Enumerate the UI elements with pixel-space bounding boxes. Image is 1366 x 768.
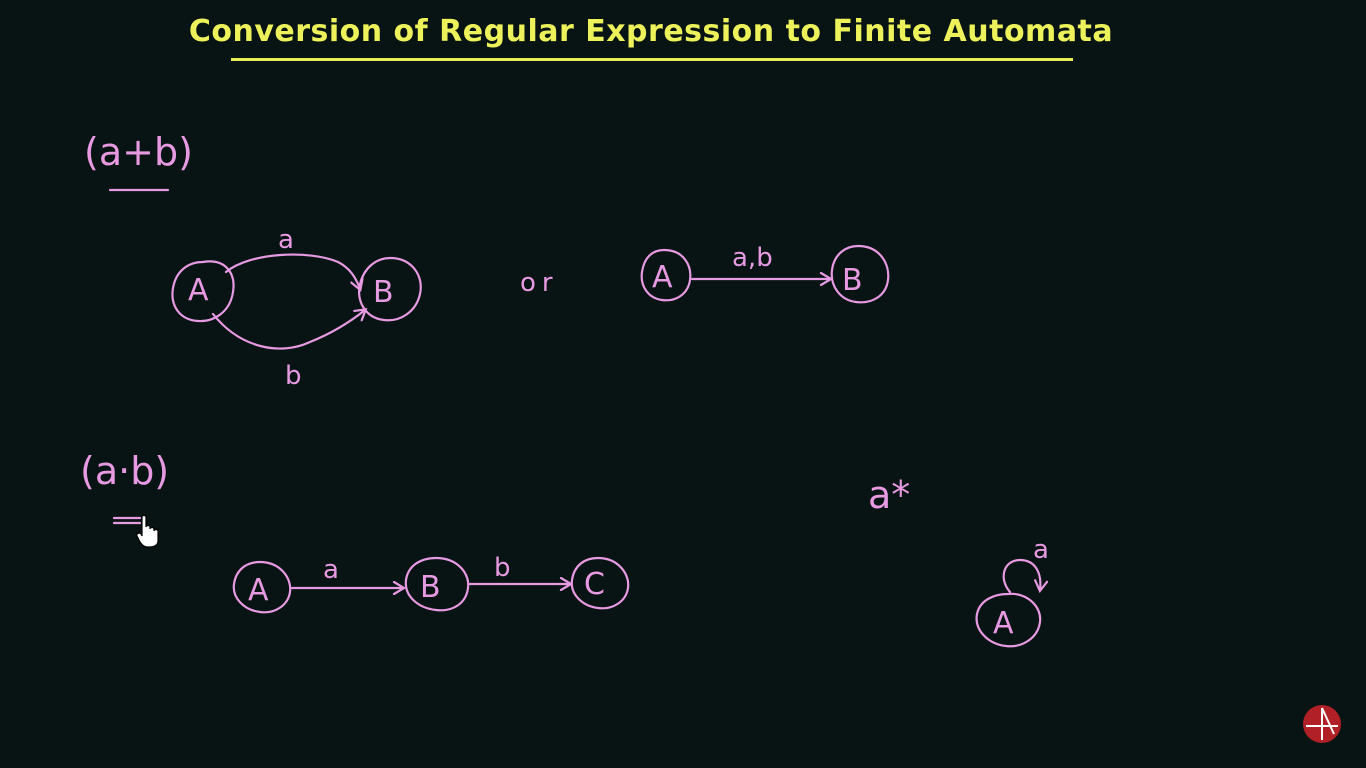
state-A-label: A — [993, 606, 1014, 641]
edge-A-to-B-label: a — [323, 555, 339, 585]
self-loop-label: a — [1033, 535, 1049, 565]
edge-b-label: b — [285, 361, 302, 391]
concatenation-section — [80, 449, 628, 612]
page-title: Conversion of Regular Expression to Finite Automata — [188, 14, 1114, 49]
state-B-label: B — [420, 570, 441, 605]
kleene-expression: a* — [868, 473, 911, 517]
state-A-label: A — [652, 260, 673, 295]
union-section — [84, 130, 888, 391]
kleene-section — [868, 473, 1049, 646]
state-A-label: A — [188, 273, 209, 308]
edge-B-to-C-label: b — [494, 553, 511, 583]
state-A-label: A — [248, 573, 269, 608]
channel-logo-icon — [1302, 704, 1342, 744]
state-B-label: B — [373, 275, 394, 310]
hand-cursor-icon — [137, 516, 158, 548]
edge-a-top — [226, 255, 360, 289]
union-diagram-single-edge — [642, 243, 889, 302]
edge-a-label: a — [278, 225, 294, 255]
state-C-label: C — [584, 567, 605, 602]
concatenation-underline — [114, 518, 140, 523]
union-expression: (a+b) — [84, 130, 193, 174]
concatenation-expression: (a·b) — [80, 449, 170, 493]
edge-b-bottom — [213, 310, 365, 349]
or-connector: or — [520, 268, 559, 298]
state-B-label: B — [842, 263, 863, 298]
union-diagram-two-edges — [172, 225, 420, 391]
edge-ab-label: a,b — [732, 243, 773, 273]
